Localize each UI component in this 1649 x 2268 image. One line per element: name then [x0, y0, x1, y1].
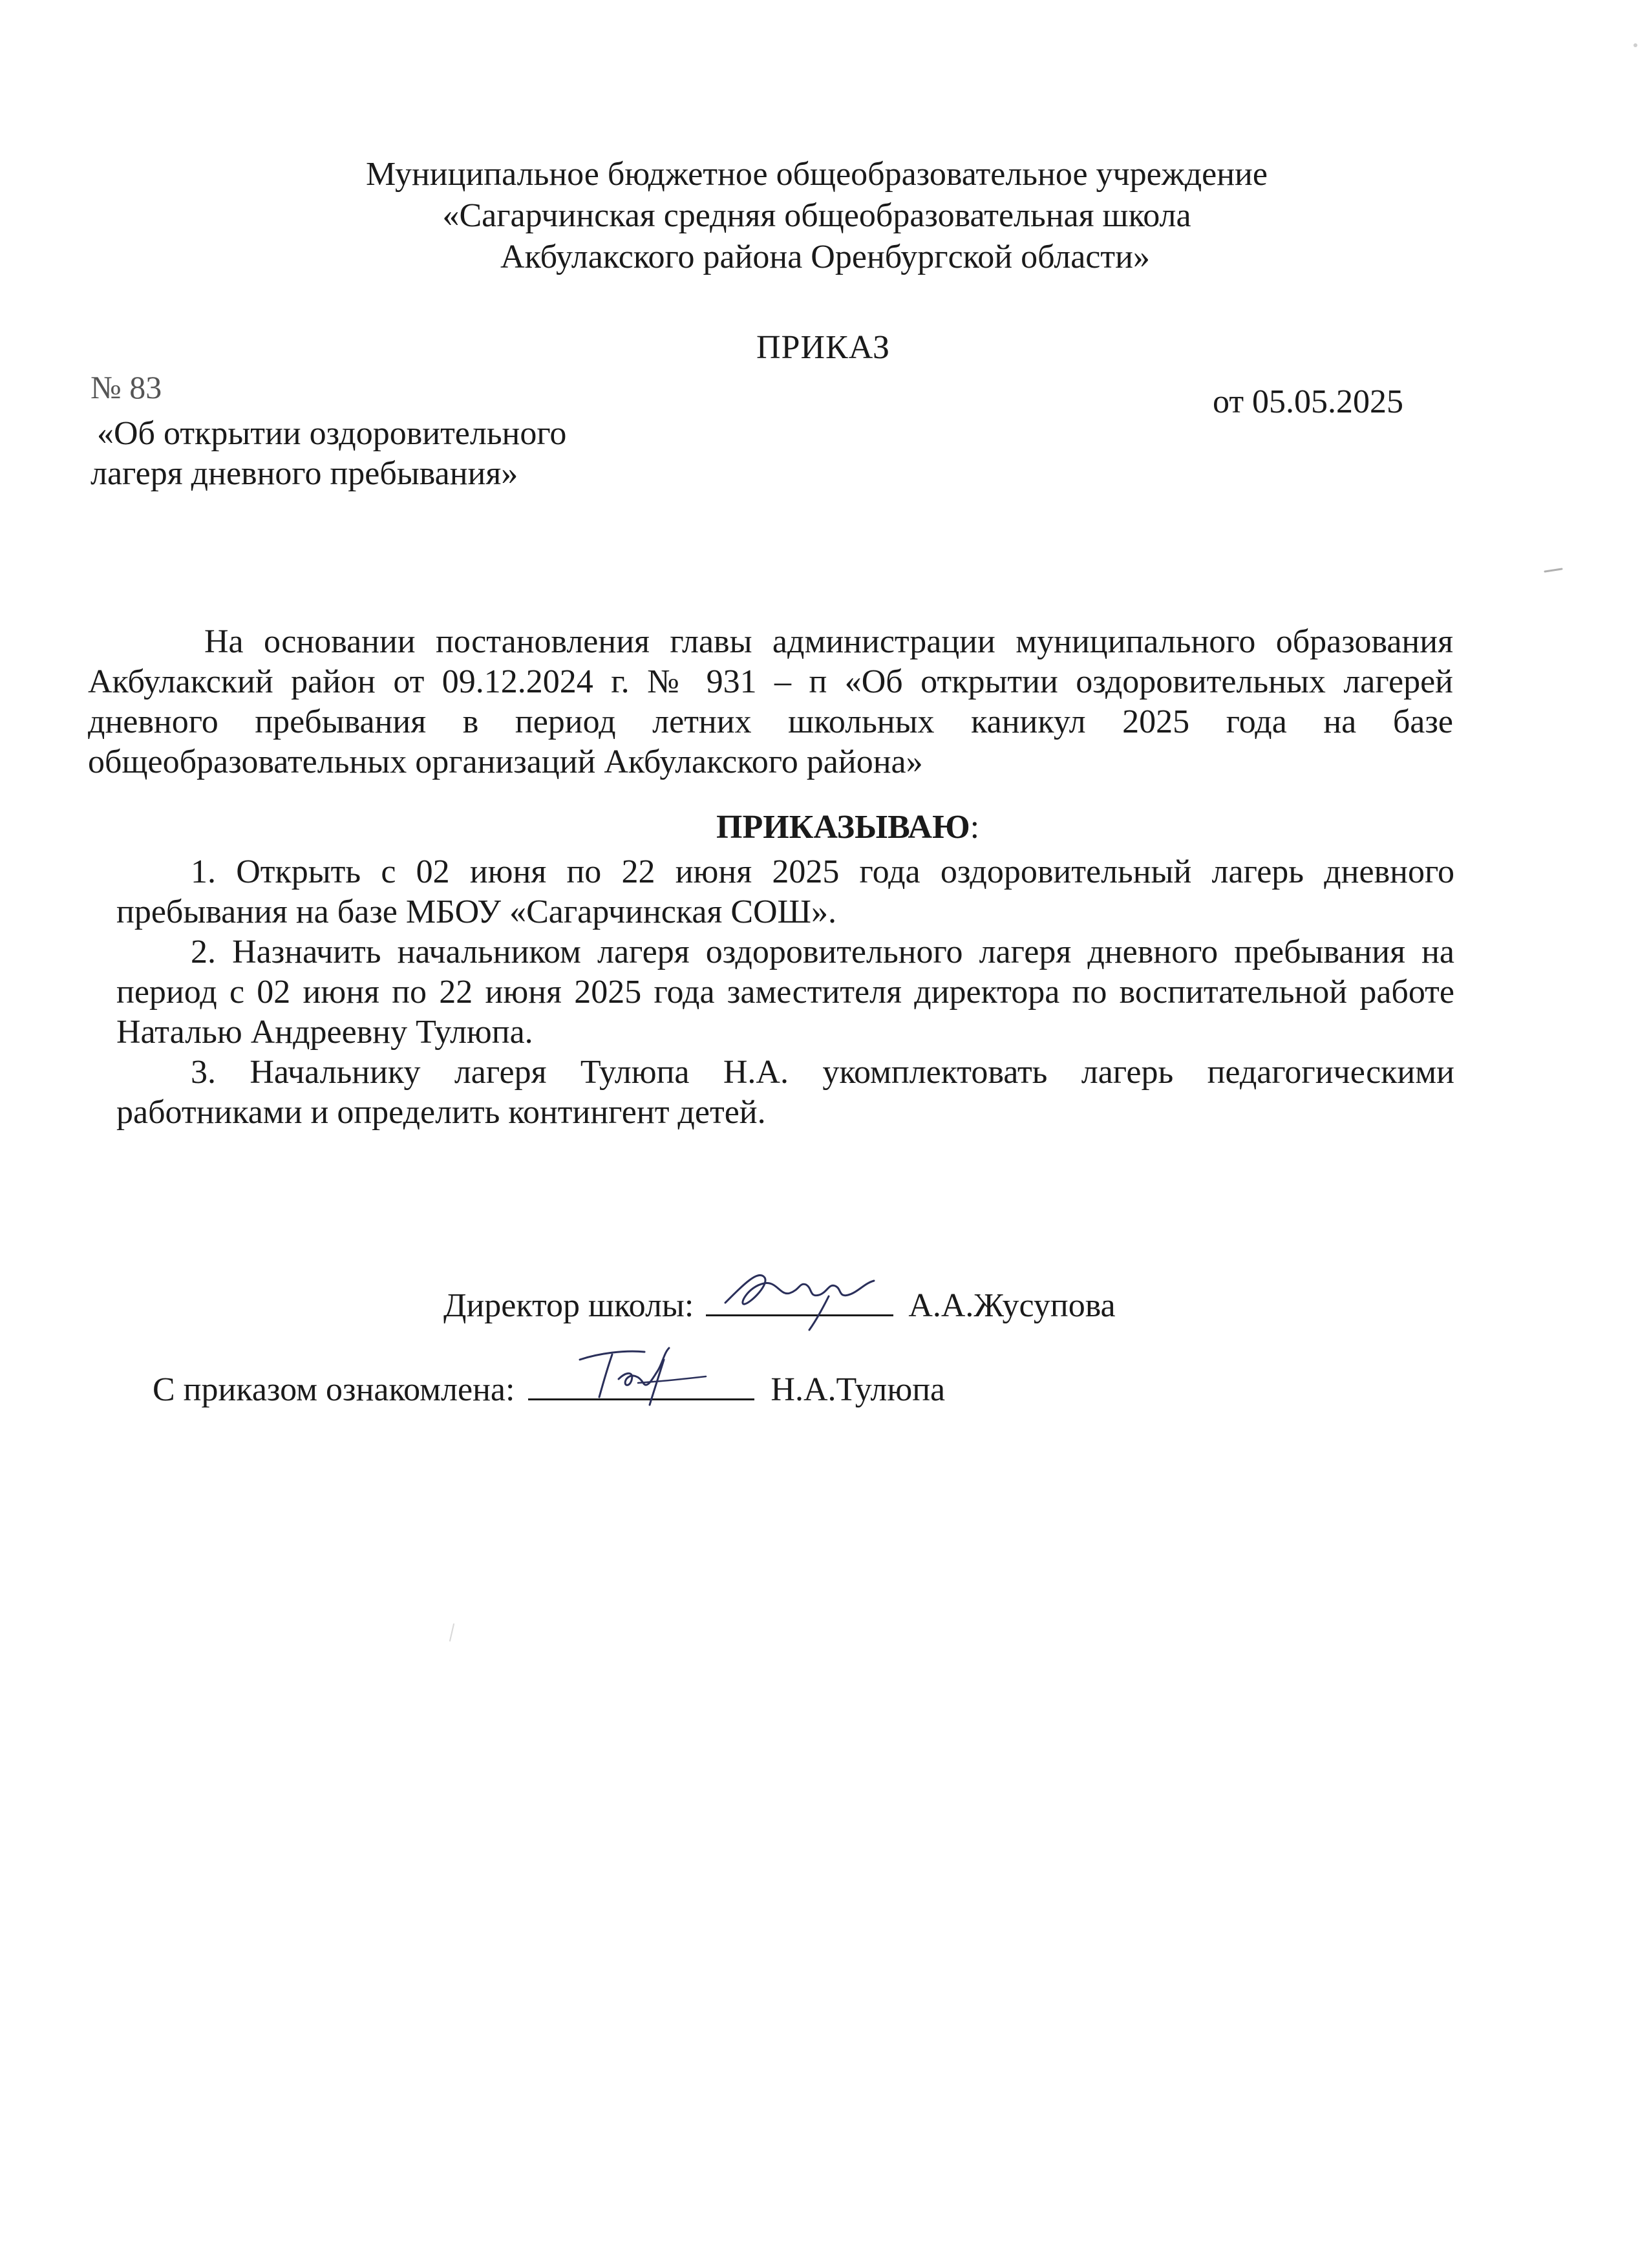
order-item-3: 3. Начальнику лагеря Тулюпа Н.А. укомплектовать лагерь педагогическими работниками и определить контингент детей. — [116, 1054, 1454, 1131]
order-items-list — [116, 852, 1454, 1133]
header-line-3: Акбулакского района Оренбургской области» — [500, 239, 1150, 275]
order-subject — [90, 414, 566, 494]
institution-header — [0, 154, 1649, 278]
preamble-paragraph: На основании постановления главы администрации муниципального образования Акбулакский район от 09.12.2024 г. № 931 – п «Об открытии оздоровительных лагерей дневного пребывания в период летних школьных каникул 2025 года на базе общеобразовательных организаций Акбулакского района» — [88, 623, 1453, 780]
order-item-2: 2. Назначить начальником лагеря оздоровительного лагеря дневного пребывания на период с 02 июня по 22 июня 2025 года заместителя директора по воспитательной работе Наталью Андреевну Тулюпа. — [116, 934, 1454, 1051]
header-line-1: Муниципальное бюджетное общеобразовательное учреждение — [366, 156, 1268, 193]
acknowledged-signature-blank — [528, 1373, 754, 1400]
order-item-1: 1. Открыть с 02 июня по 22 июня 2025 года оздоровительный лагерь дневного пребывания на базе МБОУ «Сагарчинская СОШ». — [116, 853, 1454, 930]
scan-speck — [1542, 564, 1568, 577]
acknowledgement-signature-line — [153, 1371, 945, 1409]
director-signature-mark — [719, 1257, 887, 1335]
directive-colon: : — [970, 809, 980, 846]
header-line-2: «Сагарчинская средняя общеобразовательная школа — [442, 197, 1191, 234]
order-date: от 05.05.2025 — [1213, 383, 1404, 420]
order-subject-line-2: лагеря дневного пребывания» — [90, 455, 518, 492]
director-signature-blank — [706, 1289, 893, 1316]
director-name: А.А.Жусупова — [908, 1287, 1116, 1324]
director-signature-line — [443, 1287, 1116, 1325]
directive-word: ПРИКАЗЫВАЮ — [716, 809, 970, 846]
acknowledged-name: Н.А.Тулюпа — [771, 1371, 946, 1408]
scan-speck-2 — [446, 1621, 459, 1647]
acknowledged-label: С приказом ознакомлена: — [153, 1371, 515, 1408]
order-title: ПРИКАЗ — [756, 329, 891, 366]
acknowledged-signature-mark — [567, 1334, 722, 1411]
director-label: Директор школы: — [443, 1287, 694, 1324]
order-number: № 83 — [90, 369, 162, 405]
directive-heading — [716, 808, 979, 846]
order-subject-line-1: «Об открытии оздоровительного — [97, 415, 567, 452]
scan-speck-3 — [1630, 40, 1643, 53]
